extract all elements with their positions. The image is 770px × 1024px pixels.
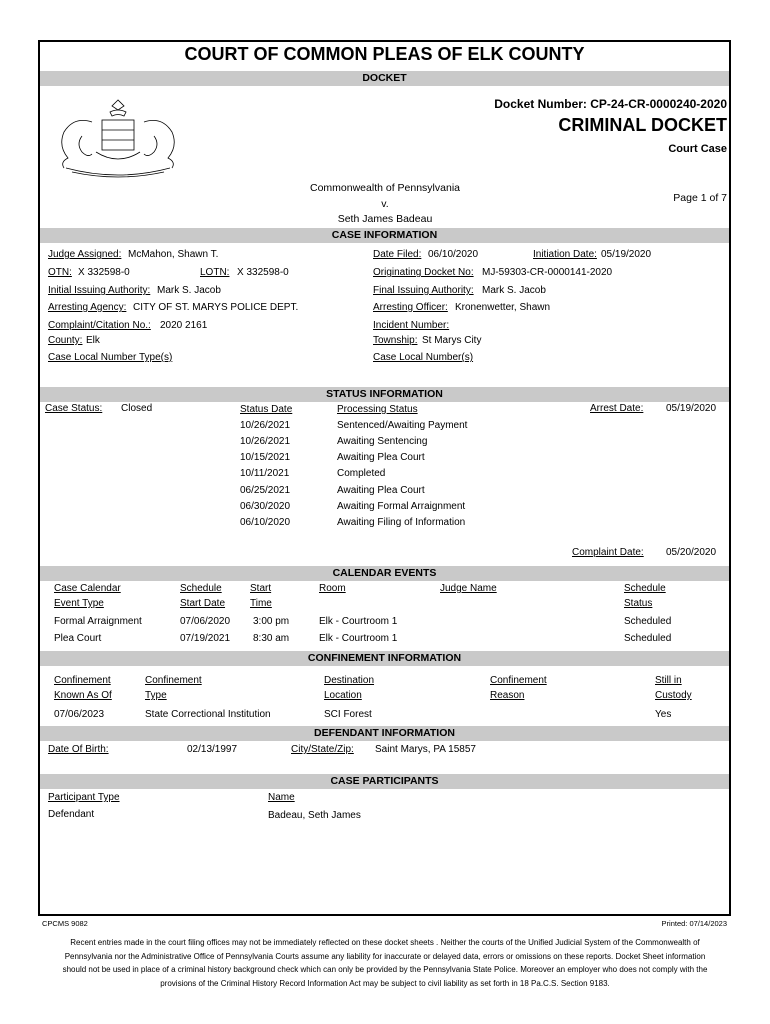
complaint-citation-label: Complaint/Citation No.: (48, 320, 151, 331)
col-destination: Destination (324, 675, 375, 686)
col-confinement-type: Confinement (145, 675, 202, 686)
calendar-room: Elk - Courtroom 1 (319, 616, 398, 627)
case-status-label: Case Status: (45, 403, 103, 414)
col-destination: Location (324, 690, 362, 701)
calendar-room: Elk - Courtroom 1 (319, 633, 398, 644)
status-row-date: 10/11/2021 (240, 468, 290, 479)
status-row-date: 10/26/2021 (240, 436, 291, 447)
status-date-header: Status Date (240, 404, 293, 415)
caption-plaintiff: Commonwealth of Pennsylvania (310, 182, 460, 194)
status-row-status: Awaiting Formal Arraignment (337, 501, 466, 512)
originating-docket-label: Originating Docket No: (373, 267, 474, 278)
docket-type: CRIMINAL DOCKET (558, 115, 727, 135)
docket-bar: DOCKET (40, 71, 729, 86)
status-row-date: 06/25/2021 (240, 485, 291, 496)
calendar-time: 3:00 pm (253, 616, 290, 627)
initiation-value: 05/19/2020 (601, 249, 652, 260)
disclaimer-text: Recent entries made in the court filing offices may not be immediately reflected on these docket sheets . Neither the courts of the Unified Judicial System of the Commonwealth of Pennsylvania nor the Administrative Office of Pennsylvania Courts assume any liability for inaccurate or delayed data, errors or omissions on these reports. Docket Sheet information should not be used in place of a criminal history background check which can only be provided by the Pennsylvania State Police. Moreover an employer who does not comply with the provisions of the Criminal History Record Information Act may be subject to civil liability as set forth in 18 Pa.C.S. Section 9183. (62, 938, 708, 988)
county-label: County: (48, 335, 83, 346)
calendar-status: Scheduled (624, 633, 672, 644)
status-row-date: 10/26/2021 (240, 420, 291, 431)
arresting-officer-label: Arresting Officer: (373, 302, 448, 313)
complaint-date-value: 05/20/2020 (666, 547, 717, 558)
confinement-known: 07/06/2023 (54, 709, 105, 720)
col-judge-name: Judge Name (440, 583, 497, 594)
case-participants-bar: CASE PARTICIPANTS (40, 774, 729, 789)
case-local-numbers-label: Case Local Number(s) (373, 352, 474, 363)
arrest-date-label: Arrest Date: (590, 403, 644, 414)
confinement-destination: SCI Forest (324, 709, 372, 720)
final-authority-value: Mark S. Jacob (482, 285, 546, 296)
status-row-date: 06/10/2020 (240, 517, 291, 528)
final-authority-label: Final Issuing Authority: (373, 285, 474, 296)
complaint-date-label: Complaint Date: (572, 547, 644, 558)
participant-name-header: Name (268, 792, 295, 803)
calendar-date: 07/06/2020 (180, 616, 231, 627)
date-filed-value: 06/10/2020 (428, 249, 479, 260)
judge-value: McMahon, Shawn T. (128, 249, 219, 260)
township-value: St Marys City (422, 335, 482, 346)
col-schedule-status: Schedule (624, 583, 666, 594)
col-event-type: Event Type (54, 598, 104, 609)
confinement-information-bar: CONFINEMENT INFORMATION (40, 651, 729, 666)
col-start-date: Schedule (180, 583, 222, 594)
incident-number-label: Incident Number: (373, 320, 450, 331)
arrest-date-value: 05/19/2020 (666, 403, 717, 414)
col-start-date: Start Date (180, 598, 226, 609)
col-still-in-custody: Custody (655, 690, 692, 701)
col-schedule-status: Status (624, 598, 653, 609)
status-information-bar: STATUS INFORMATION (40, 387, 729, 402)
arresting-agency-value: CITY OF ST. MARYS POLICE DEPT. (133, 302, 299, 313)
county-value: Elk (86, 335, 100, 346)
status-row-date: 06/30/2020 (240, 501, 291, 512)
calendar-time: 8:30 am (253, 633, 290, 644)
pennsylvania-seal-icon (52, 92, 184, 178)
date-filed-label: Date Filed: (373, 249, 422, 260)
docket-number: Docket Number: CP-24-CR-0000240-2020 (494, 97, 727, 111)
lotn-value: X 332598-0 (237, 267, 289, 278)
page-number: Page 1 of 7 (673, 192, 727, 204)
status-row-status: Completed (337, 468, 386, 479)
confinement-type: State Correctional Institution (145, 709, 271, 720)
otn-value: X 332598-0 (78, 267, 130, 278)
confinement-custody: Yes (655, 709, 672, 720)
initial-authority-label: Initial Issuing Authority: (48, 285, 151, 296)
case-status-value: Closed (121, 403, 153, 414)
col-event-type: Case Calendar (54, 583, 121, 594)
case-local-type-label: Case Local Number Type(s) (48, 352, 173, 363)
dob-label: Date Of Birth: (48, 744, 109, 755)
col-reason: Confinement (490, 675, 547, 686)
col-known-as-of: Confinement (54, 675, 111, 686)
status-row-status: Awaiting Plea Court (337, 452, 425, 463)
initial-authority-value: Mark S. Jacob (157, 285, 221, 296)
complaint-citation-value: 2020 2161 (160, 320, 208, 331)
court-title: COURT OF COMMON PLEAS OF ELK COUNTY (184, 44, 585, 64)
case-information-bar: CASE INFORMATION (40, 228, 729, 243)
arresting-agency-label: Arresting Agency: (48, 302, 127, 313)
lotn-label: LOTN: (200, 267, 230, 278)
status-row-status: Sentenced/Awaiting Payment (337, 420, 468, 431)
participant-type-header: Participant Type (48, 792, 120, 803)
col-still-in-custody: Still in (655, 675, 682, 686)
originating-docket-value: MJ-59303-CR-0000141-2020 (482, 267, 613, 278)
printed-date: Printed: 07/14/2023 (661, 919, 727, 928)
otn-label: OTN: (48, 267, 72, 278)
processing-status-header: Processing Status (337, 404, 418, 415)
defendant-information-bar: DEFENDANT INFORMATION (40, 726, 729, 741)
status-row-date: 10/15/2021 (240, 452, 291, 463)
caption-versus: v. (381, 198, 389, 210)
col-confinement-type: Type (145, 690, 167, 701)
col-reason: Reason (490, 690, 525, 701)
caption-defendant: Seth James Badeau (337, 213, 433, 225)
arresting-officer-value: Kronenwetter, Shawn (455, 302, 551, 313)
calendar-events-bar: CALENDAR EVENTS (40, 566, 729, 581)
participant-type: Defendant (48, 809, 95, 820)
calendar-status: Scheduled (624, 616, 672, 627)
form-number: CPCMS 9082 (42, 919, 88, 928)
initiation-label: Initiation Date: (533, 249, 597, 260)
status-row-status: Awaiting Plea Court (337, 485, 425, 496)
city-state-zip-label: City/State/Zip: (291, 744, 354, 755)
status-row-status: Awaiting Filing of Information (337, 517, 466, 528)
calendar-event: Formal Arraignment (54, 616, 142, 627)
participant-name: Badeau, Seth James (268, 810, 361, 821)
col-start-time: Start (250, 583, 272, 594)
city-state-zip-value: Saint Marys, PA 15857 (375, 744, 476, 755)
township-label: Township: (373, 335, 418, 346)
status-row-status: Awaiting Sentencing (337, 436, 428, 447)
col-known-as-of: Known As Of (54, 690, 112, 701)
judge-label: Judge Assigned: (48, 249, 122, 260)
col-start-time: Time (250, 598, 272, 609)
col-room: Room (319, 583, 346, 594)
calendar-date: 07/19/2021 (180, 633, 231, 644)
calendar-event: Plea Court (54, 633, 102, 644)
dob-value: 02/13/1997 (187, 744, 238, 755)
case-kind: Court Case (668, 143, 727, 155)
